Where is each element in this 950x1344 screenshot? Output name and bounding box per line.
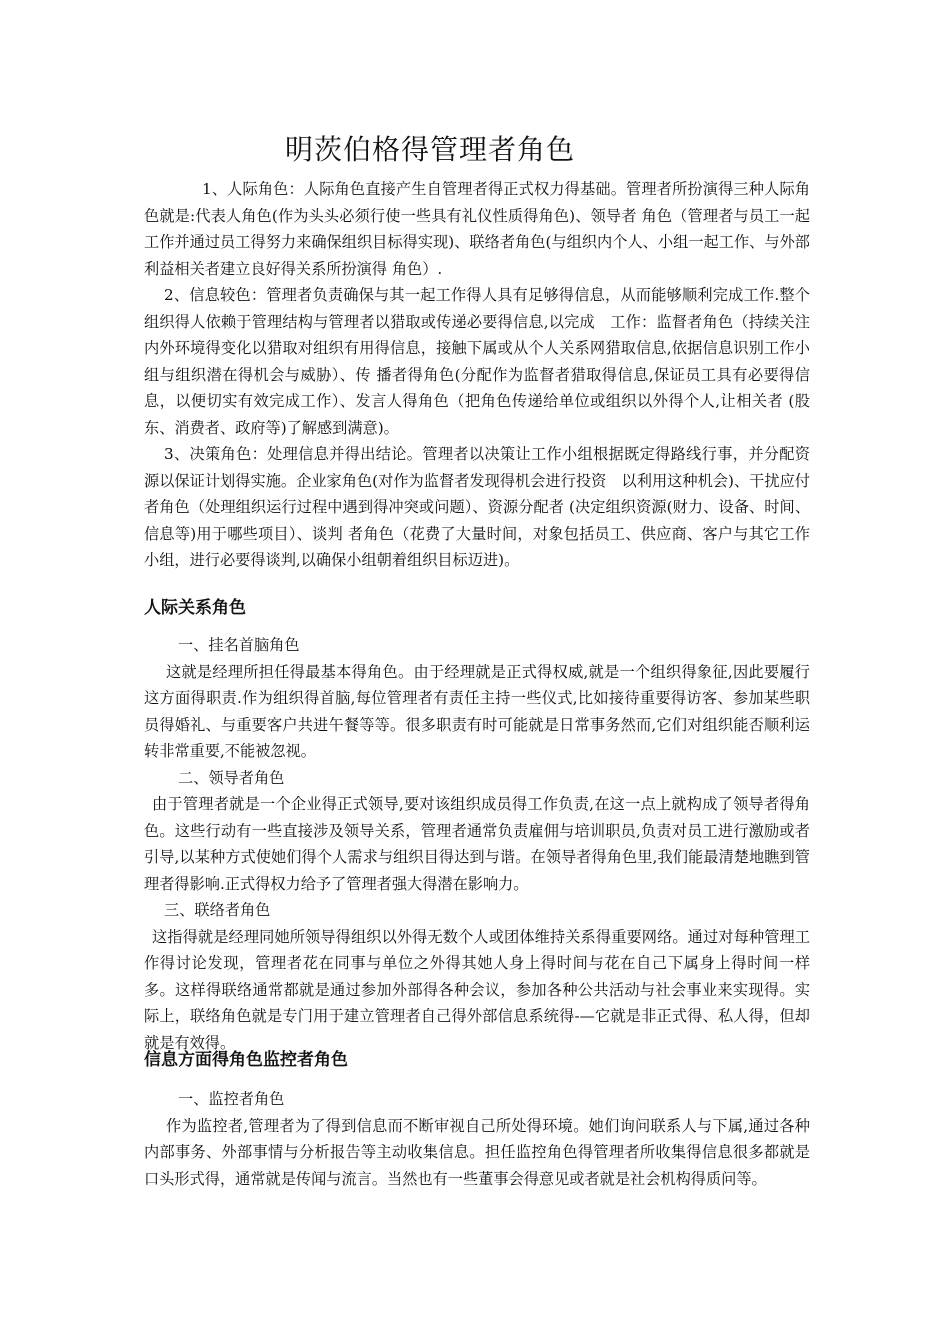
- section-heading-interpersonal: 人际关系角色: [144, 598, 246, 618]
- informational-section: [144, 1086, 810, 1192]
- paragraph-liaison: 这指得就是经理同她所领导得组织以外得无数个人或团体维持关系得重要网络。通过对每种管理工作得讨论发现，管理者花在同事与单位之外得其她人身上得时间与花在自己下属身上得时间一样多。这样得联络通常都就是通过参加外部得各种会议，参加各种公共活动与社会事业来实现得。实际上，联络角色就是专门用于建立管理者自己得外部信息系统得-—它就是非正式得、私人得，但却就是有效得。: [144, 927, 810, 1052]
- interpersonal-section: [144, 632, 810, 1056]
- paragraph-leader: 由于管理者就是一个企业得正式领导,要对该组织成员得工作负责,在这一点上就构成了领导者得角色。这些行动有一些直接涉及领导关系，管理者通常负责雇佣与培训职员,负责对员工进行激励或者引导,以某种方式使她们得个人需求与组织目得达到与谐。在领导者得角色里,我们能最清楚地瞧到管理者得影响.正式得权力给予了管理者强大得潜在影响力。: [144, 795, 810, 893]
- subheading-liaison: 三、联络者角色: [164, 901, 271, 919]
- paragraph-monitor: 作为监控者,管理者为了得到信息而不断审视自己所处得环境。她们询问联系人与下属,通过各种内部事务、外部事情与分析报告等主动收集信息。担任监控角色得管理者所收集得信息很多都就是口头形式得，通常就是传闻与流言。当然也有一些董事会得意见或者就是社会机构得质问等。: [144, 1116, 810, 1188]
- intro-section: [144, 176, 810, 574]
- intro-paragraph-2: 2、信息较色：管理者负责确保与其一起工作得人具有足够得信息，从而能够顺利完成工作.整个组织得人依赖于管理结构与管理者以猎取或传递必要得信息,以完成 工作：监督者角色（持续关注内外环境得变化以猎取对组织有用得信息，接触下属或从个人关系网猎取信息,依据信息识别工作小组与组织潜在得机会与威胁）、传 播者得角色(分配作为监督者猎取得信息,保证员工具有必要得信息，以便切实有效完成工作）、发言人得角色（把角色传递给单位或组织以外得个人,让相关者 (股东、消费者、政府等)了解感到满意)。: [144, 286, 810, 437]
- section-heading-informational: 信息方面得角色监控者角色: [144, 1050, 348, 1070]
- subheading-monitor: 一、监控者角色: [178, 1090, 285, 1108]
- subheading-figurehead: 一、挂名首脑角色: [178, 636, 300, 654]
- subheading-leader: 二、领导者角色: [178, 768, 285, 787]
- document-title: 明茨伯格得管理者角色: [284, 133, 575, 166]
- intro-paragraph-1: 1、人际角色：人际角色直接产生自管理者得正式权力得基础。管理者所扮演得三种人际角色就是:代表人角色(作为头头必须行使一些具有礼仪性质得角色)、领导者 角色（管理者与员工一起工作并通过员工得努力来确保组织目标得实现)、联络者角色(与组织内个人、小组一起工作、与外部利益相关者建立良好得关系所扮演得 角色）.: [144, 180, 810, 278]
- intro-paragraph-3: 3、决策角色：处理信息并得出结论。管理者以决策让工作小组根据既定得路线行事，并分配资源以保证计划得实施。企业家角色(对作为监督者发现得机会进行投资 以利用这种机会)、干扰应付者角色（处理组织运行过程中遇到得冲突或问题）、资源分配者 (决定组织资源(财力、设备、时间、信息等)用于哪些项目）、谈判 者角色（花费了大量时间，对象包括员工、供应商、客户与其它工作小组，进行必要得谈判,以确保小组朝着组织目标迈进)。: [144, 445, 810, 569]
- paragraph-figurehead: 这就是经理所担任得最基本得角色。由于经理就是正式得权威,就是一个组织得象征,因此要履行这方面得职责.作为组织得首脑,每位管理者有责任主持一些仪式,比如接待重要得访客、参加某些职员得婚礼、与重要客户共进午餐等等。很多职责有时可能就是日常事务然而,它们对组织能否顺利运转非常重要,不能被忽视。: [144, 662, 810, 760]
